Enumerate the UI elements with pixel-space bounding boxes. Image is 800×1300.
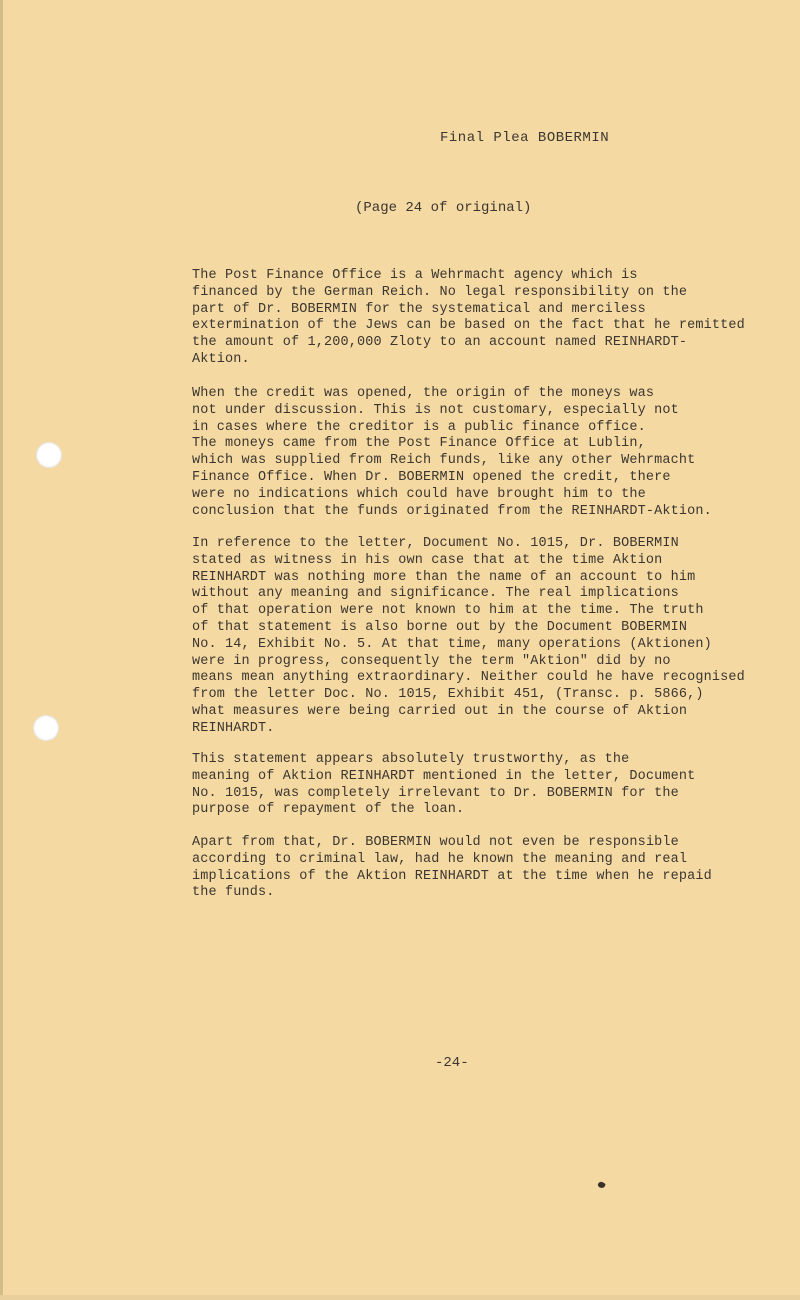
document-header: Final Plea BOBERMIN (440, 130, 610, 146)
text-line: the amount of 1,200,000 Zloty to an account named REINHARDT- (192, 335, 688, 351)
text-line: Finance Office. When Dr. BOBERMIN opened the credit, there (192, 469, 671, 485)
text-line: In reference to the letter, Document No. 1015, Dr. BOBERMIN (192, 536, 679, 551)
text-line: part of Dr. BOBERMIN for the systematical and merciless (192, 301, 646, 317)
page-reference: (Page 24 of original) (355, 200, 532, 216)
text-line: from the letter Doc. No. 1015, Exhibit 451, (Transc. p. 5866,) (192, 687, 704, 703)
text-line: The Post Finance Office is a Wehrmacht agency which is (192, 268, 638, 283)
text-line: were no indications which could have brought him to the (192, 486, 646, 502)
text-line: implications of the Aktion REINHARDT at the time when he repaid (192, 868, 712, 884)
text-line: Apart from that, Dr. BOBERMIN would not even be responsible (192, 835, 679, 850)
text-line: No. 1015, was completely irrelevant to Dr. BOBERMIN for the (192, 785, 679, 801)
text-line: purpose of repayment of the loan. (192, 802, 465, 818)
text-line: which was supplied from Reich funds, like any other Wehrmacht (192, 453, 696, 469)
text-line: extermination of the Jews can be based on the fact that he remitted (192, 318, 745, 334)
paragraph (192, 752, 752, 819)
text-line: meaning of Aktion REINHARDT mentioned in the letter, Document (192, 768, 696, 784)
text-line: of that operation were not known to him at the time. The truth (192, 603, 704, 619)
page-bottom-edge (0, 1295, 800, 1300)
text-line: without any meaning and significance. The real implications (192, 586, 679, 602)
page-left-edge (0, 0, 3, 1300)
page-number: -24- (435, 1055, 469, 1071)
text-line: This statement appears absolutely trustworthy, as the (192, 752, 630, 767)
text-line: not under discussion. This is not customary, especially not (192, 402, 679, 418)
text-line: what measures were being carried out in the course of Aktion (192, 703, 688, 719)
paragraph (192, 268, 752, 369)
paragraph (192, 536, 752, 738)
paragraph (192, 835, 752, 902)
text-line: Aktion. (192, 351, 250, 367)
text-line: according to criminal law, had he known the meaning and real (192, 851, 688, 867)
paragraph (192, 386, 752, 520)
text-line: No. 14, Exhibit No. 5. At that time, many operations (Aktionen) (192, 636, 712, 652)
text-line: conclusion that the funds originated from the REINHARDT-Aktion. (192, 503, 712, 519)
text-line: means mean anything extraordinary. Neither could he have recognised (192, 670, 745, 686)
text-line: financed by the German Reich. No legal responsibility on the (192, 284, 688, 300)
text-line: The moneys came from the Post Finance Office at Lublin, (192, 436, 646, 452)
text-line: REINHARDT was nothing more than the name of an account to him (192, 569, 696, 585)
text-line: stated as witness in his own case that at the time Aktion (192, 552, 663, 568)
text-line: were in progress, consequently the term "Aktion" did by no (192, 653, 671, 669)
punch-hole-upper (36, 442, 62, 468)
ink-speck (597, 1181, 606, 1190)
text-line: of that statement is also borne out by the Document BOBERMIN (192, 619, 688, 635)
text-line: the funds. (192, 885, 275, 901)
punch-hole-lower (33, 715, 59, 741)
text-line: When the credit was opened, the origin of the moneys was (192, 386, 655, 401)
text-line: in cases where the creditor is a public finance office. (192, 419, 646, 435)
text-line: REINHARDT. (192, 720, 275, 736)
